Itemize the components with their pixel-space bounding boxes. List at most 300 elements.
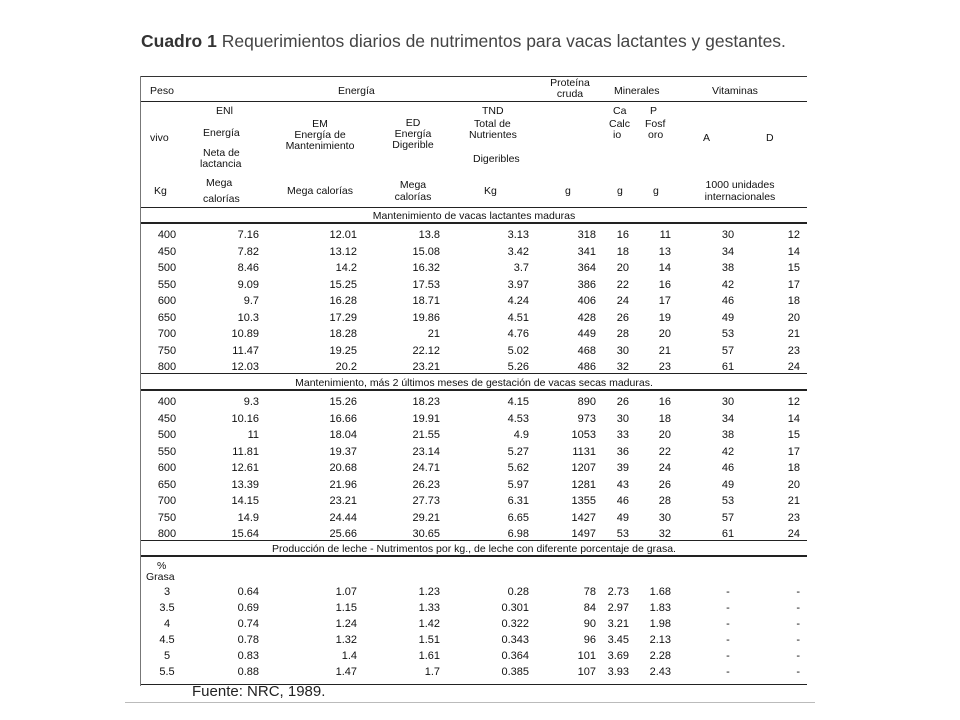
table-row bbox=[141, 228, 807, 242]
header-ca-unit: g bbox=[617, 185, 623, 197]
table-cell: 53 bbox=[616, 528, 629, 540]
table-cell: 61 bbox=[721, 361, 735, 373]
section-title-lactantes: Mantenimiento de vacas lactantes maduras bbox=[372, 210, 576, 222]
table-cell: 428 bbox=[577, 311, 596, 324]
table-cell: 5.97 bbox=[507, 478, 529, 491]
table-cell: 12.03 bbox=[231, 361, 259, 373]
table-cell: 19.86 bbox=[412, 311, 440, 324]
section-title-leche: Producción de leche - Nutrimentos por kg., de leche con diferente porcentaje de grasa. bbox=[272, 543, 676, 555]
table-cell: 22 bbox=[658, 445, 671, 458]
table-cell: 3.21 bbox=[607, 617, 629, 630]
table-cell: 1.15 bbox=[335, 601, 357, 614]
table-row bbox=[141, 494, 807, 508]
table-cell: 24 bbox=[787, 361, 800, 373]
table-cell: 1.7 bbox=[424, 665, 440, 678]
header-ed-abbr: ED bbox=[405, 117, 421, 129]
table-cell: 2.97 bbox=[607, 601, 629, 614]
table-cell: 20 bbox=[616, 262, 629, 274]
table-cell: 4.53 bbox=[507, 412, 529, 425]
bottom-divider bbox=[125, 702, 815, 703]
header-peso: Peso bbox=[150, 85, 174, 97]
table-cell: 1.32 bbox=[335, 633, 357, 646]
table-cell: 14.2 bbox=[335, 262, 357, 274]
table-cell: 7.16 bbox=[237, 229, 259, 241]
header-em-1: Energía de bbox=[294, 129, 346, 141]
table-cell: 21 bbox=[658, 344, 671, 357]
table-row bbox=[141, 601, 807, 615]
table-cell: 1.61 bbox=[418, 649, 440, 662]
table-cell: 1.83 bbox=[649, 601, 671, 614]
table-cell: - bbox=[726, 601, 730, 614]
table-cell: 36 bbox=[616, 445, 629, 458]
table-cell: 18.04 bbox=[329, 429, 357, 441]
header-proteina-2: cruda bbox=[556, 88, 584, 100]
table-cell: 6.65 bbox=[507, 511, 529, 524]
table-cell: 18 bbox=[616, 245, 629, 258]
table-cell: 18 bbox=[658, 412, 671, 425]
table-cell: 26.23 bbox=[412, 478, 440, 491]
table-cell: 19.91 bbox=[412, 412, 440, 425]
table-cell: 19.25 bbox=[329, 344, 357, 357]
table-cell: 13.39 bbox=[231, 478, 259, 491]
table-cell: 18.71 bbox=[412, 295, 440, 307]
table-cell: 3.97 bbox=[507, 278, 529, 291]
header-tnd-1: Total de bbox=[474, 118, 511, 130]
table-cell: 0.322 bbox=[501, 617, 529, 630]
table-cell: 2.43 bbox=[649, 665, 671, 678]
table-cell: 24.71 bbox=[412, 462, 440, 474]
table-cell: 16.32 bbox=[412, 262, 440, 274]
table-cell: 33 bbox=[616, 429, 629, 441]
table-cell: 9.3 bbox=[243, 396, 259, 408]
table-cell: 1131 bbox=[572, 445, 596, 458]
table-cell: 10.3 bbox=[237, 311, 259, 324]
table-cell: 600 bbox=[157, 295, 177, 307]
table-row bbox=[141, 478, 807, 492]
table-cell: 10.16 bbox=[231, 412, 259, 425]
table-cell: 450 bbox=[157, 245, 177, 258]
table-cell: 550 bbox=[157, 278, 177, 291]
table-cell: 1207 bbox=[571, 462, 596, 474]
rule-header-top bbox=[141, 101, 807, 102]
table-cell: 318 bbox=[577, 229, 596, 241]
table-cell: 30.65 bbox=[412, 528, 440, 540]
header-tnd-3: Digeribles bbox=[473, 153, 520, 165]
table-row bbox=[141, 412, 807, 426]
table-cell: 84 bbox=[583, 601, 596, 614]
table-cell: 0.364 bbox=[501, 649, 529, 662]
table-cell: 700 bbox=[157, 328, 177, 340]
table-cell: 11 bbox=[247, 429, 259, 441]
table-cell: 21 bbox=[427, 328, 440, 340]
table-cell: 29.21 bbox=[412, 511, 440, 524]
table-cell: 25.66 bbox=[329, 528, 357, 540]
table-cell: - bbox=[796, 586, 800, 598]
header-p-3: oro bbox=[648, 129, 664, 141]
table-cell: 16.28 bbox=[329, 295, 357, 307]
table-cell: 15.25 bbox=[329, 278, 357, 291]
header-ca-1: Ca bbox=[613, 105, 627, 117]
table-cell: 5.27 bbox=[507, 445, 529, 458]
rule-section2-title bbox=[141, 389, 807, 391]
table-cell: - bbox=[726, 633, 730, 646]
table-cell: 49 bbox=[721, 478, 735, 491]
table-cell: 57 bbox=[721, 344, 735, 357]
table-cell: - bbox=[796, 633, 800, 646]
table-cell: 5.62 bbox=[507, 462, 529, 474]
table-cell: 386 bbox=[577, 278, 596, 291]
table-cell: 4.24 bbox=[507, 295, 529, 307]
header-enl-1: Energía bbox=[203, 127, 240, 139]
table-cell: - bbox=[726, 649, 730, 662]
header-em-unit: Mega calorías bbox=[287, 185, 353, 197]
table-cell: 6.31 bbox=[507, 495, 529, 507]
header-ed-unit-1: Mega bbox=[399, 179, 427, 191]
caption-title: Requerimientos diarios de nutrimentos para vacas lactantes y gestantes. bbox=[221, 31, 786, 51]
table-cell: 46 bbox=[721, 462, 735, 474]
table-cell: 1355 bbox=[571, 495, 596, 507]
table-cell: 61 bbox=[721, 528, 735, 540]
header-vit-d: D bbox=[766, 132, 774, 144]
table-row bbox=[141, 585, 807, 599]
table-cell: 1.33 bbox=[418, 601, 440, 614]
table-cell: 3.69 bbox=[607, 649, 629, 662]
table-cell: 18.28 bbox=[329, 328, 357, 340]
header-tnd-2: Nutrientes bbox=[469, 129, 517, 141]
table-row bbox=[141, 649, 807, 663]
table-cell: 500 bbox=[157, 262, 177, 274]
header-kg: Kg bbox=[154, 185, 167, 197]
table-cell: 3.93 bbox=[607, 665, 629, 678]
table-row bbox=[141, 245, 807, 259]
table-cell: 27.73 bbox=[412, 495, 440, 507]
table-cell: 28 bbox=[658, 495, 671, 507]
header-ca-2: Calc bbox=[609, 118, 631, 130]
table-row bbox=[141, 511, 807, 525]
table-cell: 42 bbox=[721, 278, 735, 291]
table-row bbox=[141, 461, 807, 475]
table-cell: 12 bbox=[787, 229, 800, 241]
table-row bbox=[141, 261, 807, 275]
table-cell: 14.9 bbox=[237, 511, 259, 524]
table-cell: 3.45 bbox=[607, 633, 629, 646]
table-cell: 6.98 bbox=[507, 528, 529, 540]
table-cell: 0.74 bbox=[237, 617, 259, 630]
table-cell: 16 bbox=[616, 229, 629, 241]
caption bbox=[141, 31, 786, 52]
table-cell: 1.47 bbox=[335, 665, 357, 678]
header-enl-2: Neta de bbox=[203, 147, 240, 159]
table-row bbox=[141, 527, 807, 541]
table-cell: 23.14 bbox=[412, 445, 440, 458]
table-cell: 17.53 bbox=[412, 278, 440, 291]
table-cell: 400 bbox=[157, 396, 177, 408]
table-cell: 14 bbox=[787, 245, 800, 258]
table-cell: 43 bbox=[616, 478, 629, 491]
table-cell: 5.26 bbox=[507, 361, 529, 373]
table-cell: 49 bbox=[721, 311, 735, 324]
table-cell: 1.4 bbox=[341, 649, 357, 662]
table-cell: 1.51 bbox=[418, 633, 440, 646]
table-cell: 12.01 bbox=[329, 229, 357, 241]
table-cell: 9.7 bbox=[243, 295, 259, 307]
table-cell: 32 bbox=[658, 528, 671, 540]
table-cell: 1281 bbox=[571, 478, 596, 491]
header-tnd-abbr: TND bbox=[482, 105, 504, 117]
table-cell: 341 bbox=[577, 245, 596, 258]
table-cell: 57 bbox=[721, 511, 735, 524]
table-cell: 39 bbox=[616, 462, 629, 474]
rule-section3-title bbox=[141, 555, 807, 557]
table-cell: 53 bbox=[721, 328, 735, 340]
header-enl-unit-2: calorías bbox=[203, 193, 240, 205]
table-cell: 0.69 bbox=[237, 601, 259, 614]
table-cell: 750 bbox=[157, 344, 177, 357]
table-cell: 20 bbox=[787, 478, 800, 491]
table-cell: 26 bbox=[658, 478, 671, 491]
table-cell: 53 bbox=[721, 495, 735, 507]
table-cell: 15.26 bbox=[329, 396, 357, 408]
table-cell: 18 bbox=[787, 295, 800, 307]
header-p-1: P bbox=[650, 105, 658, 117]
header-tnd-unit: Kg bbox=[484, 185, 497, 197]
table-cell: 0.301 bbox=[501, 601, 529, 614]
table-cell: 12 bbox=[787, 396, 800, 408]
table-cell: 700 bbox=[157, 495, 177, 507]
table-cell: 2.28 bbox=[649, 649, 671, 662]
rule-header-bottom bbox=[141, 207, 807, 208]
table-cell: 32 bbox=[616, 361, 629, 373]
table-cell: 600 bbox=[157, 462, 177, 474]
table-cell: 78 bbox=[583, 586, 596, 598]
table-cell: 42 bbox=[721, 445, 735, 458]
table-row bbox=[141, 665, 807, 679]
section-title-gestacion: Mantenimiento, más 2 últimos meses de gestación de vacas secas maduras. bbox=[295, 377, 653, 389]
table-cell: 750 bbox=[157, 511, 177, 524]
table-cell: - bbox=[726, 665, 730, 678]
table-cell: 14 bbox=[787, 412, 800, 425]
table-cell: 15.64 bbox=[231, 528, 259, 540]
table-cell: 13.8 bbox=[418, 229, 440, 241]
table-cell: 449 bbox=[577, 328, 596, 340]
table-cell: 3.7 bbox=[513, 262, 529, 274]
table-cell: 4 bbox=[163, 617, 171, 630]
table-cell: 20 bbox=[658, 429, 671, 441]
table-cell: 9.09 bbox=[237, 278, 259, 291]
table-cell: 1.24 bbox=[335, 617, 357, 630]
table-cell: 38 bbox=[721, 429, 735, 441]
table-cell: 34 bbox=[721, 412, 735, 425]
table-cell: 650 bbox=[157, 311, 177, 324]
table-cell: 46 bbox=[616, 495, 629, 507]
table-cell: 19 bbox=[658, 311, 671, 324]
table-cell: 20 bbox=[658, 328, 671, 340]
table-cell: 1.68 bbox=[649, 586, 671, 598]
grasa-label-2: Grasa bbox=[146, 571, 175, 583]
header-energia: Energía bbox=[338, 85, 375, 97]
header-enl-3: lactancia bbox=[200, 158, 242, 170]
table-cell: 450 bbox=[157, 412, 177, 425]
table-cell: 4.5 bbox=[159, 633, 175, 646]
table-row bbox=[141, 360, 807, 374]
table-row bbox=[141, 617, 807, 631]
header-vivo: vivo bbox=[150, 132, 169, 144]
header-enl-abbr: ENl bbox=[216, 105, 233, 117]
table-cell: 90 bbox=[583, 617, 596, 630]
table-cell: 1.07 bbox=[335, 586, 357, 598]
table-cell: 17 bbox=[658, 295, 671, 307]
table-cell: 1.98 bbox=[649, 617, 671, 630]
table-cell: 4.9 bbox=[513, 429, 529, 441]
table-cell: 8.46 bbox=[237, 262, 259, 274]
table-cell: 364 bbox=[577, 262, 596, 274]
header-ed-2: Digerible bbox=[392, 139, 434, 151]
header-em-2: Mantenimiento bbox=[285, 140, 355, 152]
table-cell: 3 bbox=[163, 586, 171, 598]
table-cell: 21 bbox=[787, 328, 800, 340]
table-cell: 30 bbox=[721, 229, 735, 241]
table-cell: 107 bbox=[577, 665, 596, 678]
table-cell: 23 bbox=[658, 361, 671, 373]
table-cell: 38 bbox=[721, 262, 735, 274]
table-cell: 12.61 bbox=[231, 462, 259, 474]
table-cell: 24 bbox=[658, 462, 671, 474]
table-cell: 400 bbox=[157, 229, 177, 241]
table-cell: 7.82 bbox=[237, 245, 259, 258]
header-enl-unit-1: Mega bbox=[206, 177, 233, 189]
header-ca-3: io bbox=[613, 129, 622, 141]
table-cell: 2.13 bbox=[649, 633, 671, 646]
table-cell: 17 bbox=[787, 445, 800, 458]
table-cell: 2.73 bbox=[607, 586, 629, 598]
table-cell: 14.15 bbox=[231, 495, 259, 507]
table-cell: 23.21 bbox=[329, 495, 357, 507]
table-row bbox=[141, 294, 807, 308]
table-cell: 0.78 bbox=[237, 633, 259, 646]
table-cell: 46 bbox=[721, 295, 735, 307]
table-cell: 1427 bbox=[571, 511, 596, 524]
header-prot-unit: g bbox=[565, 185, 571, 197]
table-cell: 800 bbox=[157, 528, 177, 540]
table-cell: 20.68 bbox=[329, 462, 357, 474]
header-minerales: Minerales bbox=[614, 85, 660, 97]
table-cell: 11.47 bbox=[232, 344, 259, 357]
header-proteina-1: Proteína bbox=[550, 77, 590, 89]
table-cell: 11 bbox=[659, 229, 671, 241]
table-cell: 16.66 bbox=[329, 412, 357, 425]
table-row bbox=[141, 428, 807, 442]
table-cell: 49 bbox=[616, 511, 629, 524]
table-cell: 22 bbox=[616, 278, 629, 291]
table-cell: 20 bbox=[787, 311, 800, 324]
table-row bbox=[141, 311, 807, 325]
table-cell: 500 bbox=[157, 429, 177, 441]
table-cell: 30 bbox=[616, 344, 629, 357]
table-cell: 15 bbox=[787, 262, 800, 274]
table-cell: 23.21 bbox=[412, 361, 440, 373]
table-cell: 1.42 bbox=[418, 617, 440, 630]
table-cell: 28 bbox=[616, 328, 629, 340]
table-cell: 23 bbox=[787, 344, 800, 357]
table-cell: 26 bbox=[616, 396, 629, 408]
table-cell: - bbox=[796, 601, 800, 614]
table-cell: 18.23 bbox=[412, 396, 440, 408]
table-cell: 890 bbox=[577, 396, 596, 408]
table-cell: 0.64 bbox=[237, 586, 259, 598]
table-cell: 650 bbox=[157, 478, 177, 491]
table-cell: - bbox=[796, 649, 800, 662]
table-cell: 5.02 bbox=[507, 344, 529, 357]
table-cell: 15.08 bbox=[412, 245, 440, 258]
table-cell: - bbox=[726, 586, 730, 598]
table-cell: 18 bbox=[787, 462, 800, 474]
table-cell: 11.81 bbox=[232, 445, 259, 458]
table-cell: 24 bbox=[787, 528, 800, 540]
header-p-2: Fosf bbox=[645, 118, 666, 130]
table-cell: 3.42 bbox=[507, 245, 529, 258]
table-cell: - bbox=[726, 617, 730, 630]
table-cell: 0.83 bbox=[237, 649, 259, 662]
table-row bbox=[141, 395, 807, 409]
table-cell: 5.5 bbox=[159, 665, 175, 678]
table-row bbox=[141, 633, 807, 647]
table-cell: 5 bbox=[163, 649, 171, 662]
table-row bbox=[141, 327, 807, 341]
table-cell: 101 bbox=[577, 649, 596, 662]
table-cell: 3.5 bbox=[159, 601, 175, 614]
header-vit-a: A bbox=[703, 132, 711, 144]
table-cell: 34 bbox=[721, 245, 735, 258]
table-cell: 973 bbox=[577, 412, 596, 425]
header-vit-unit-2: internacionales bbox=[704, 191, 776, 203]
table-cell: 24 bbox=[616, 295, 629, 307]
table-cell: 550 bbox=[157, 445, 177, 458]
table-cell: 0.385 bbox=[501, 665, 529, 678]
table-cell: 21.96 bbox=[329, 478, 357, 491]
table-cell: 26 bbox=[616, 311, 629, 324]
table-cell: 23 bbox=[787, 511, 800, 524]
table-cell: 30 bbox=[721, 396, 735, 408]
table-cell: 24.44 bbox=[329, 511, 357, 524]
table-cell: 20.2 bbox=[335, 361, 357, 373]
table-cell: 13 bbox=[658, 245, 671, 258]
table-cell: - bbox=[796, 665, 800, 678]
table-cell: 10.89 bbox=[231, 328, 259, 340]
table-cell: 30 bbox=[616, 412, 629, 425]
header-ed-1: Energía bbox=[394, 128, 432, 140]
table-cell: 14 bbox=[658, 262, 671, 274]
table-cell: 4.15 bbox=[507, 396, 529, 408]
table-cell: 0.28 bbox=[507, 586, 529, 598]
table-cell: 19.37 bbox=[329, 445, 357, 458]
table-cell: 800 bbox=[157, 361, 177, 373]
table-cell: 16 bbox=[658, 396, 671, 408]
table-cell: 4.76 bbox=[507, 328, 529, 340]
table-cell: 30 bbox=[658, 511, 671, 524]
header-ed-unit-2: calorías bbox=[394, 191, 432, 203]
source-note: Fuente: NRC, 1989. bbox=[192, 683, 326, 700]
table-cell: 1497 bbox=[571, 528, 596, 540]
table-cell: 17 bbox=[787, 278, 800, 291]
header-vit-unit-1: 1000 unidades bbox=[705, 179, 775, 191]
table-cell: 96 bbox=[583, 633, 596, 646]
table-cell: 22.12 bbox=[412, 344, 440, 357]
table-cell: 468 bbox=[577, 344, 596, 357]
table-row bbox=[141, 278, 807, 292]
table-cell: 21.55 bbox=[412, 429, 440, 441]
table-row bbox=[141, 344, 807, 358]
table-cell: 0.343 bbox=[501, 633, 529, 646]
